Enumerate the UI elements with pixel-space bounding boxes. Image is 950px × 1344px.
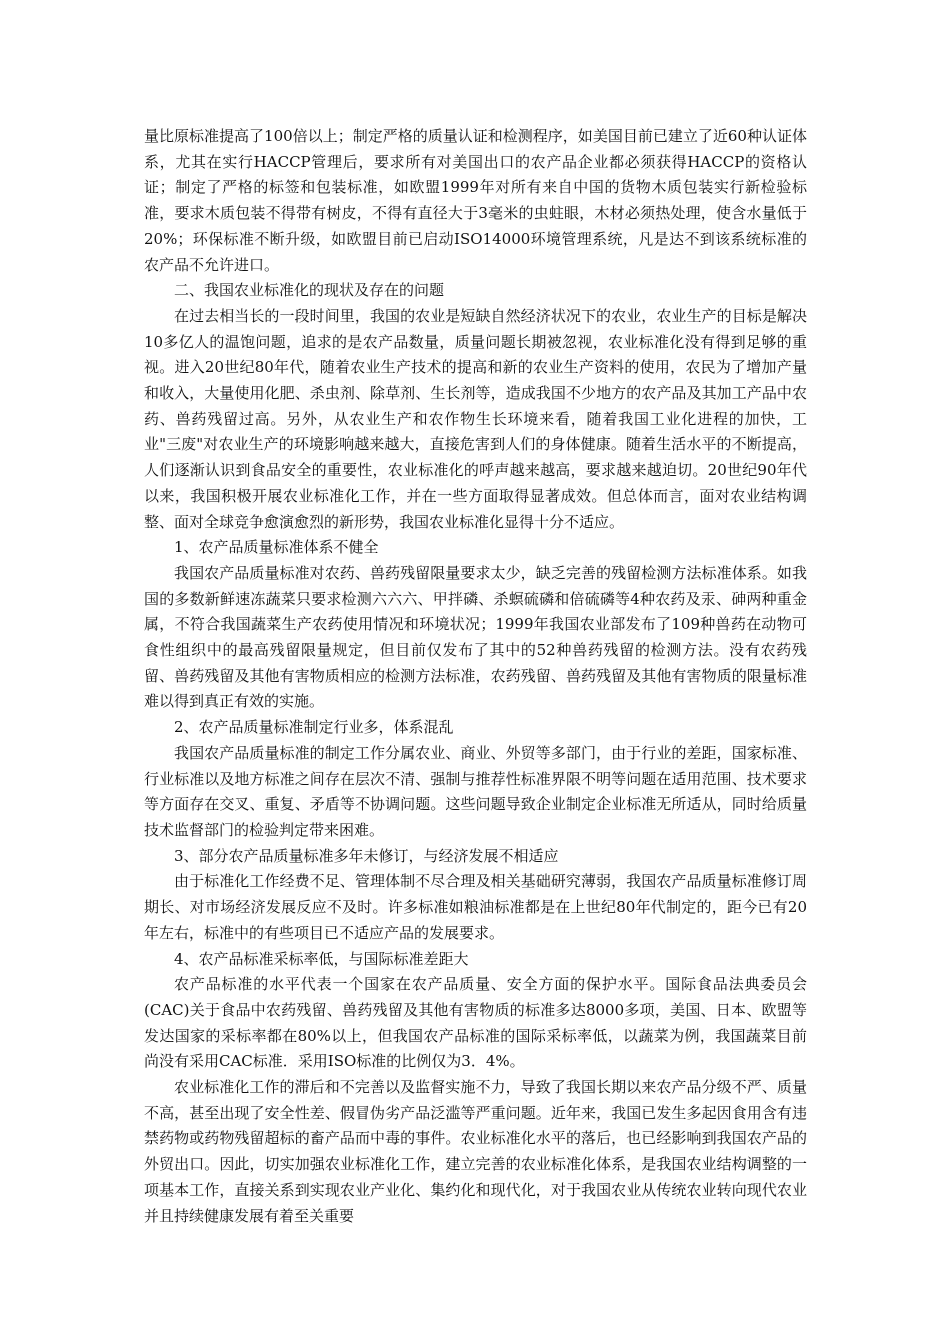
paragraph-revision: 由于标准化工作经费不足、管理体制不尽合理及相关基础研究薄弱，我国农产品质量标准修订周期长、对市场经济发展反应不及时。许多标准如粮油标准都是在上世纪80年代制定的，距今已有20年左右，标准中的有些项目已不适应产品的发展要求。: [144, 872, 807, 942]
paragraph-status-overview: 在过去相当长的一段时间里，我国的农业是短缺自然经济状况下的农业，农业生产的目标是解决10多亿人的温饱问题，追求的是农产品数量，质量问题长期被忽视，农业标准化没有得到足够的重视。进入20世纪80年代，随着农业生产技术的提高和新的农业生产资料的使用，农民为了增加产量和收入，大量使用化肥、杀虫剂、除草剂、生长剂等，造成我国不少地方的农产品及其加工产品中农药、兽药残留过高。另外，从农业生产和农作物生长环境来看，随着我国工业化进程的加快，工业"三废"对农业生产的环境影响越来越大，直接危害到人们的身体健康。随着生活水平的不断提高，人们逐渐认识到食品安全的重要性，农业标准化的呼声越来越高，要求越来越迫切。20世纪90年代以来，我国积极开展农业标准化工作，并在一些方面取得显著成效。但总体而言，面对农业结构调整、面对全球竞争愈演愈烈的新形势，我国农业标准化显得十分不适应。: [144, 306, 807, 531]
paragraph-industry-standards: 我国农产品质量标准的制定工作分属农业、商业、外贸等多部门，由于行业的差距，国家标准、行业标准以及地方标准之间存在层次不清、强制与推荐性标准界限不明等问题在适用范围、技术要求等方面存在交叉、重复、矛盾等不协调问题。这些问题导致企业制定企业标准无所适从，同时给质量技术监督部门的检验判定带来困难。: [144, 743, 807, 839]
subheading-1: 1、农产品质量标准体系不健全: [174, 538, 379, 557]
subheading-2: 2、农产品质量标准制定行业多，体系混乱: [174, 718, 454, 737]
paragraph-conclusion: 农业标准化工作的滞后和不完善以及监督实施不力，导致了我国长期以来农产品分级不严、质量不高，甚至出现了安全性差、假冒伪劣产品泛滥等严重问题。近年来，我国已发生多起因食用含有违禁药物或药物残留超标的畜产品而中毒的事件。农业标准化水平的落后，也已经影响到我国农产品的外贸出口。因此，切实加强农业标准化工作，建立完善的农业标准化体系，是我国农业结构调整的一项基本工作，直接关系到实现农业产业化、集约化和现代化，对于我国农业从传统农业转向现代农业并且持续健康发展有着至关重要: [144, 1078, 807, 1225]
paragraph-international-gap: 农产品标准的水平代表一个国家在农产品质量、安全方面的保护水平。国际食品法典委员会(CAC)关于食品中农药残留、兽药残留及其他有害物质的标准多达8000多项，美国、日本、欧盟等发达国家的采标率都在80%以上，但我国农产品标准的国际采标率低，以蔬菜为例，我国蔬菜目前尚没有采用CAC标准．采用ISO标准的比例仅为3．4%。: [144, 975, 807, 1071]
paragraph-continuation: 量比原标准提高了100倍以上；制定严格的质量认证和检测程序，如美国目前已建立了近60种认证体系，尤其在实行HACCP管理后，要求所有对美国出口的农产品企业都必须获得HACCP的资格认证；制定了严格的标签和包装标准，如欧盟1999年对所有来自中国的货物木质包装实行新检验标准，要求木质包装不得带有树皮，不得有直径大于3毫米的虫蛀眼，木材必须热处理，使含水量低于20%；环保标准不断升级，如欧盟目前已启动ISO14000环境管理系统，凡是达不到该系统标准的农产品不允许进口。: [144, 127, 807, 274]
section-heading-2: 二、我国农业标准化的现状及存在的问题: [174, 281, 445, 300]
subheading-4: 4、农产品标准采标率低，与国际标准差距大: [174, 949, 469, 968]
paragraph-standards-system: 我国农产品质量标准对农药、兽药残留限量要求太少，缺乏完善的残留检测方法标准体系。如我国的多数新鲜速冻蔬菜只要求检测六六六、甲拌磷、杀螟硫磷和倍硫磷等4种农药及汞、砷两种重金属，不符合我国蔬菜生产农药使用情况和环境状况；1999年我国农业部发布了109种兽药在动物可食性组织中的最高残留限量规定，但目前仅发布了其中的52种兽药残留的检测方法。没有农药残留、兽药残留及其他有害物质相应的检测方法标准，农药残留、兽药残留及其他有害物质的限量标准难以得到真正有效的实施。: [144, 563, 807, 711]
document-page: [144, 124, 807, 1229]
subheading-3: 3、部分农产品质量标准多年未修订，与经济发展不相适应: [174, 846, 559, 865]
